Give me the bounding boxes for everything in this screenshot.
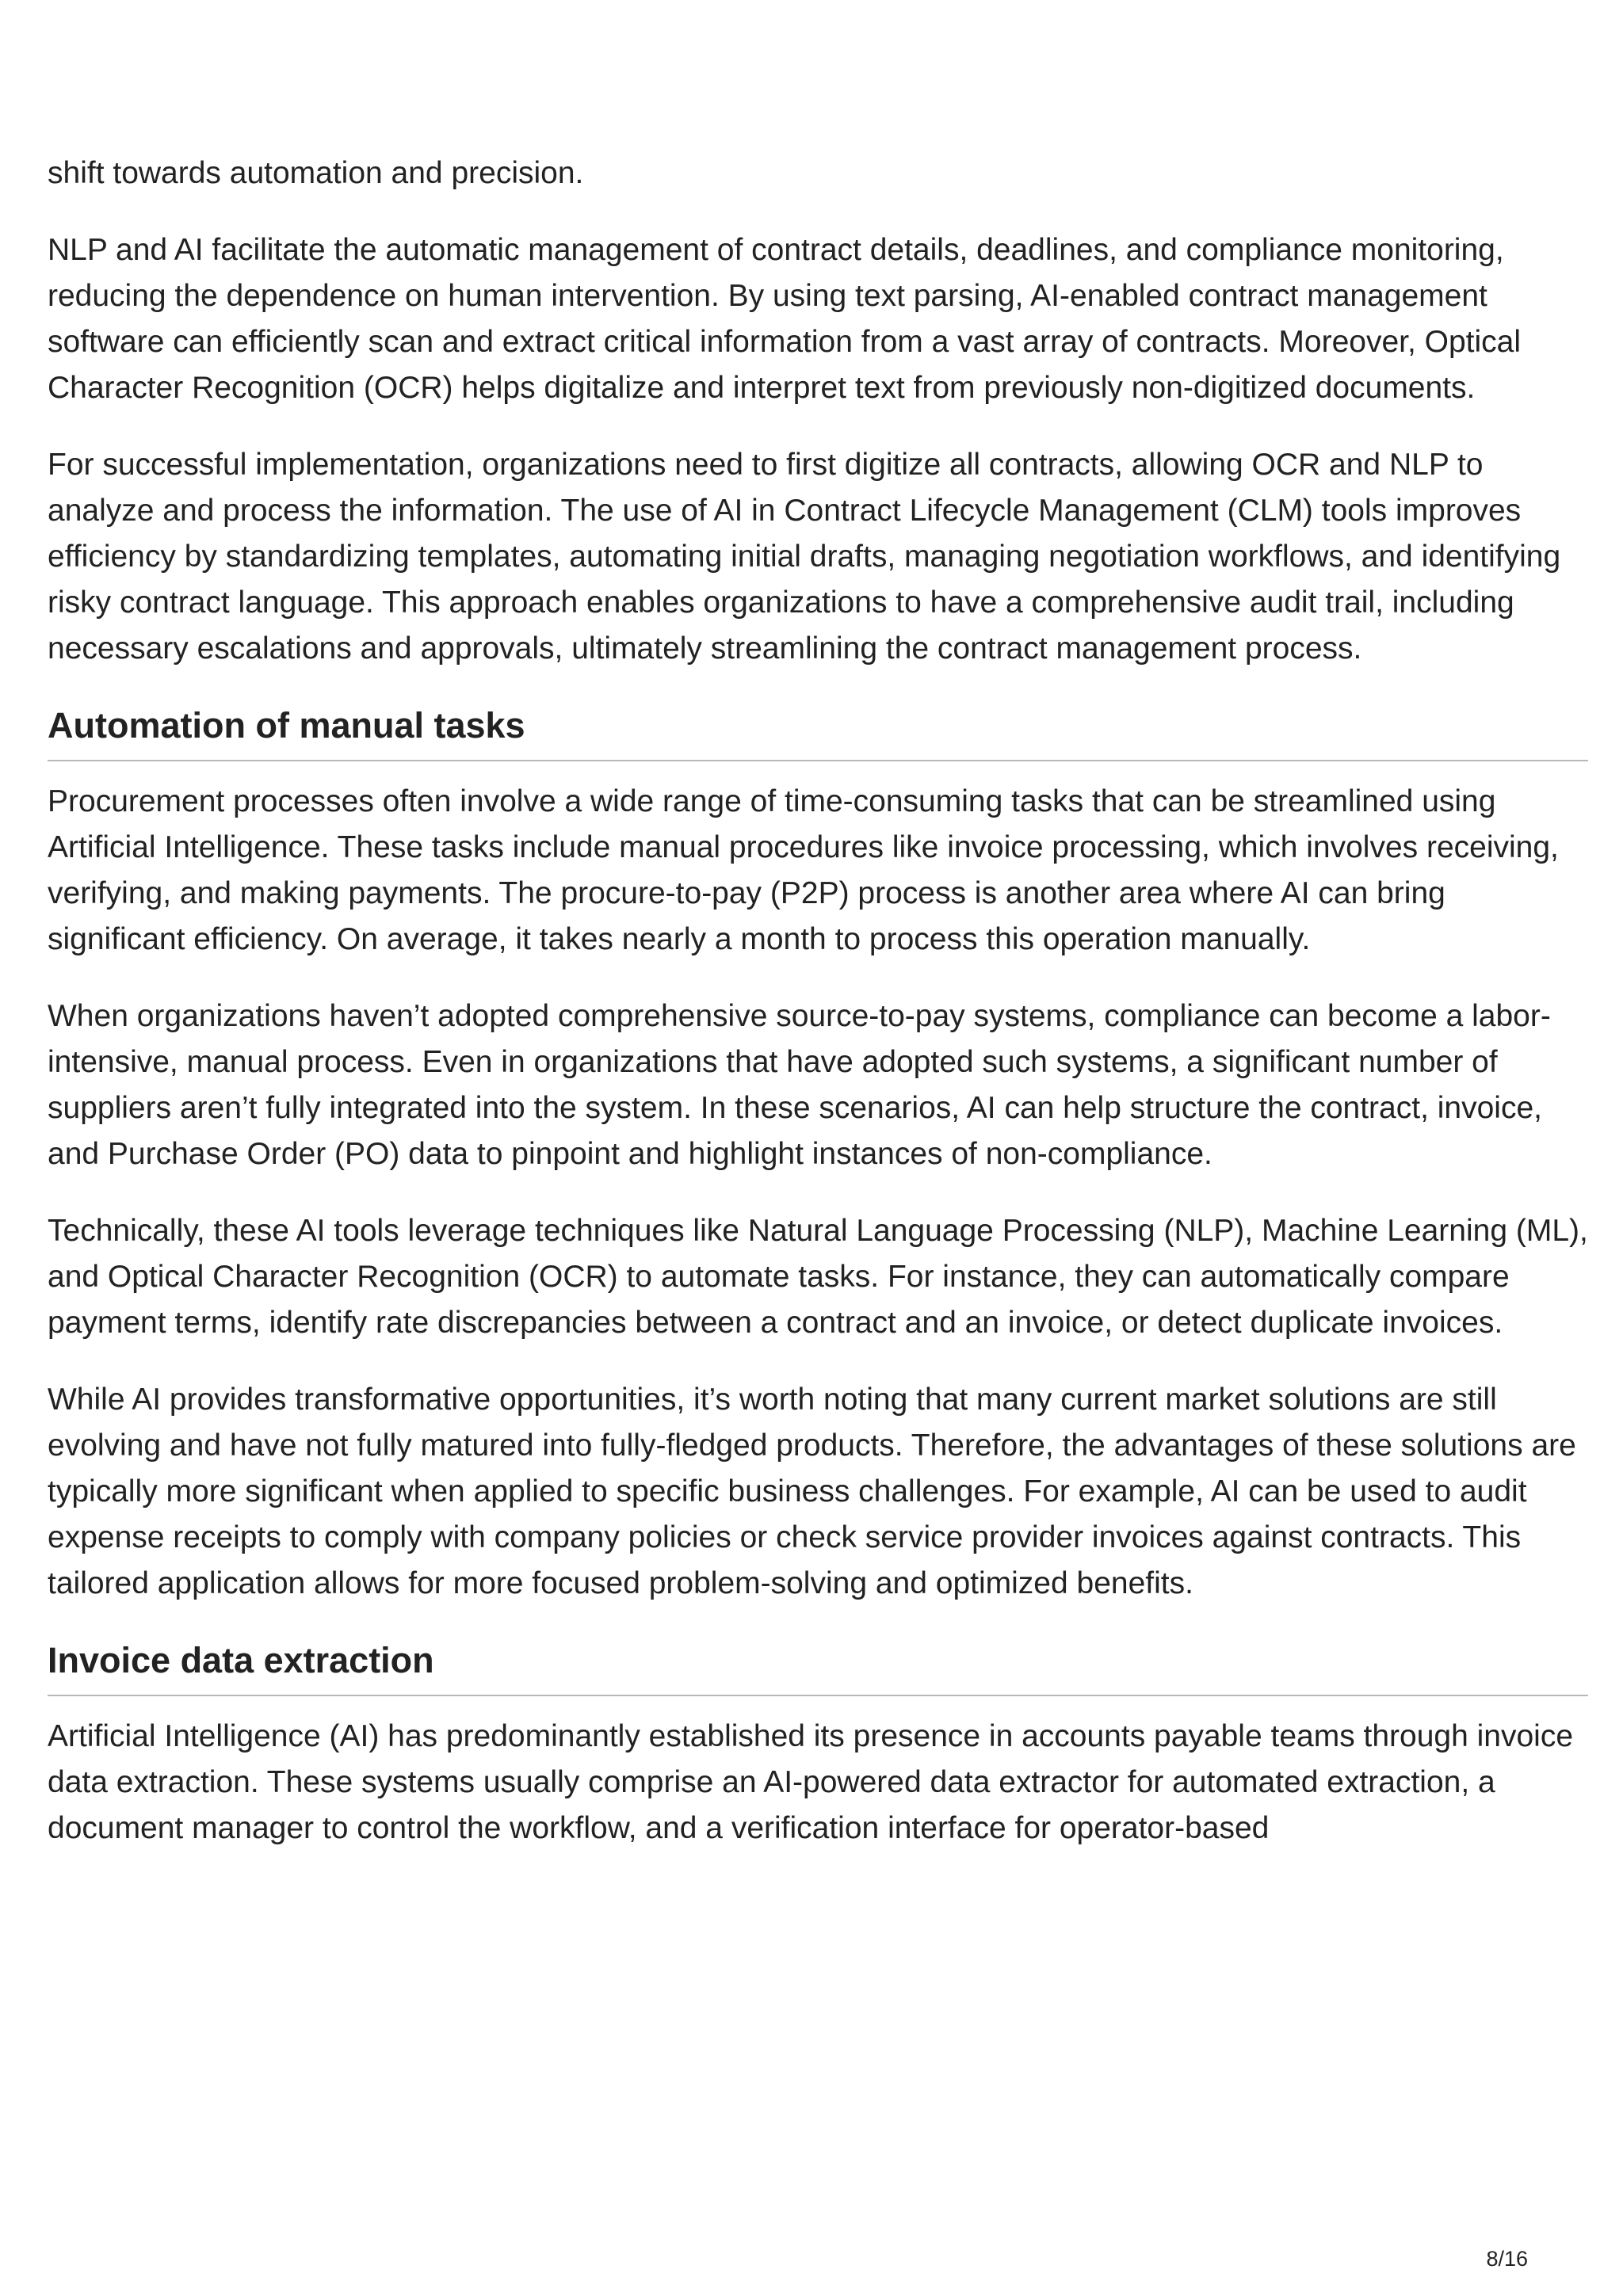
section-paragraph: Procurement processes often involve a wide range of time-consuming tasks that can be streamlined using Artificial Intelligence. These tasks include manual procedures like invoice processing, which involves receiving, verifying, and making payments. The procure-to-pay (P2P) process is another area where AI can bring significant efficiency. On average, it takes nearly a month to process this operation manually.: [48, 784, 1559, 956]
section-paragraph: Technically, these AI tools leverage techniques like Natural Language Processing (NLP), Machine Learning (ML), and Optical Character Recognition (OCR) to automate tasks. For instance, they can automatically compare payment terms, identify rate discrepancies between a contract and an invoice, or detect duplicate invoices.: [48, 1214, 1588, 1340]
intro-paragraph-1: shift towards automation and precision.: [48, 156, 584, 190]
section-heading: Automation of manual tasks: [48, 703, 1588, 761]
document-body: [48, 151, 1588, 1882]
page-number: 8/16: [1486, 2247, 1528, 2271]
section-automation-of-manual-tasks: [48, 703, 1588, 1607]
section-heading: Invoice data extraction: [48, 1638, 1588, 1696]
section-paragraph: While AI provides transformative opportunities, it’s worth noting that many current market solutions are still evolving and have not fully matured into fully-fledged products. Therefore, the advantages of these solutions are typically more significant when applied to specific business challenges. For example, AI can be used to audit expense receipts to comply with company policies or check service provider invoices against contracts. This tailored application allows for more focused problem-solving and optimized benefits.: [48, 1383, 1576, 1600]
intro-paragraph-2: NLP and AI facilitate the automatic management of contract details, deadlines, and compliance monitoring, reducing the dependence on human intervention. By using text parsing, AI-enabled contract management software can efficiently scan and extract critical information from a vast array of contracts. Moreover, Optical Character Recognition (OCR) helps digitalize and interpret text from previously non-digitized documents.: [48, 233, 1522, 405]
section-paragraph: Artificial Intelligence (AI) has predominantly established its presence in accounts payable teams through invoice data extraction. These systems usually comprise an AI-powered data extractor for automated extraction, a document manager to control the workflow, and a verification interface for operator-based: [48, 1719, 1574, 1845]
intro-paragraph-3: For successful implementation, organizations need to first digitize all contracts, allowing OCR and NLP to analyze and process the information. The use of AI in Contract Lifecycle Management (CLM) tools improves efficiency by standardizing templates, automating initial drafts, managing negotiation workflows, and identifying risky contract language. This approach enables organizations to have a comprehensive audit trail, including necessary escalations and approvals, ultimately streamlining the contract management process.: [48, 448, 1561, 666]
section-invoice-data-extraction: [48, 1638, 1588, 1852]
section-paragraph: When organizations haven’t adopted comprehensive source-to-pay systems, compliance can become a labor-intensive, manual process. Even in organizations that have adopted such systems, a significant number of suppliers aren’t fully integrated into the system. In these scenarios, AI can help structure the contract, invoice, and Purchase Order (PO) data to pinpoint and highlight instances of non-compliance.: [48, 999, 1551, 1171]
